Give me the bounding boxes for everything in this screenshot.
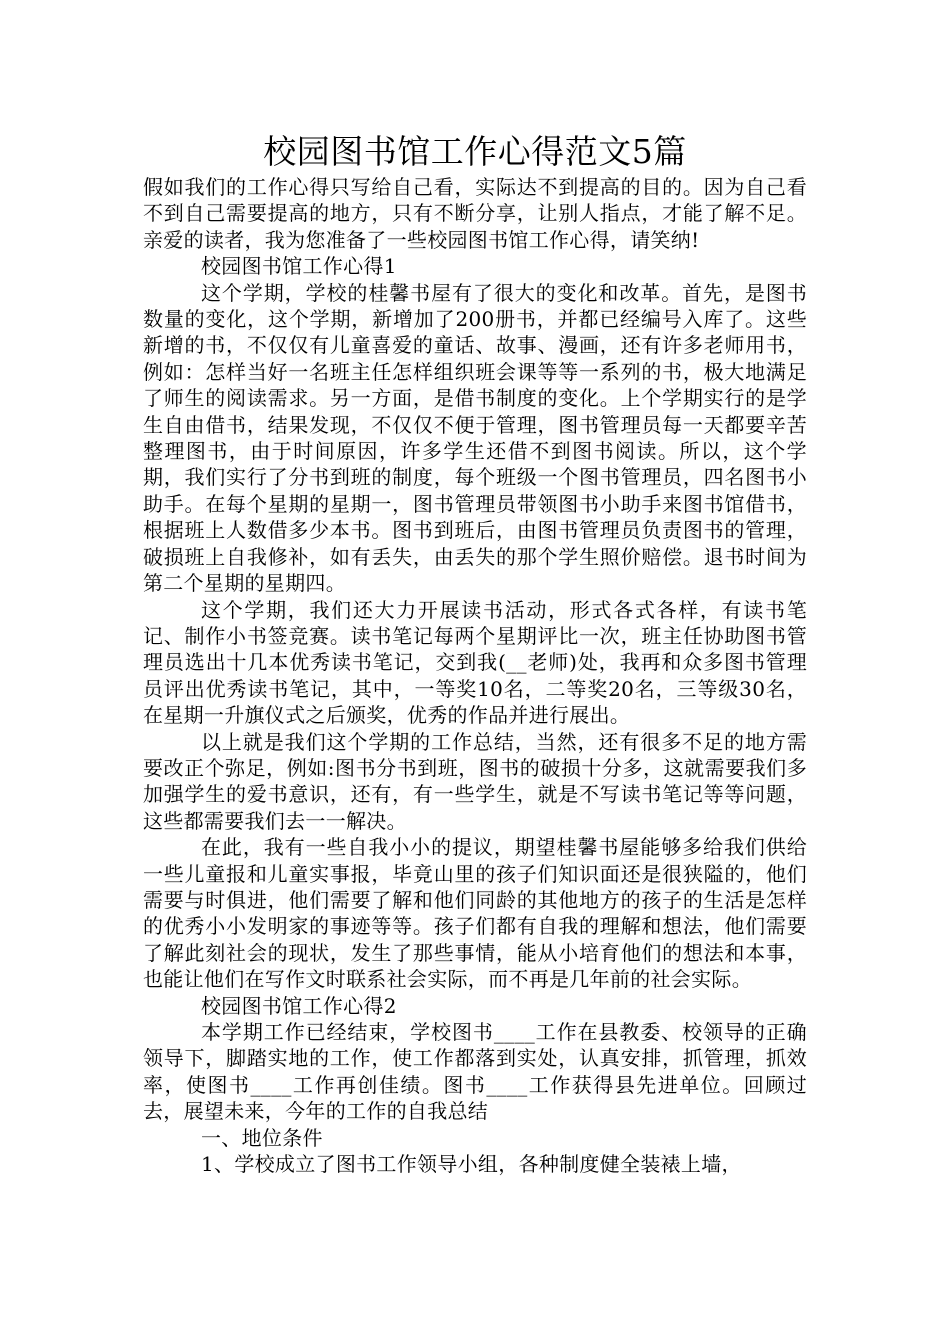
- section-heading-2: 校园图书馆工作心得2: [201, 993, 397, 1018]
- document-title: 校园图书馆工作心得范文5篇: [263, 132, 687, 171]
- section-2-paragraph-1: 本学期工作已经结束，学校图书____工作在县教委、校领导的正确领导下，脚踏实地的工作，使工作都落到实处，认真安排，抓管理，抓效率，使图书____工作再创佳绩。图书____工作获得县先进单位。回顾过去，展望未来，今年的工作的自我总结: [143, 1020, 807, 1124]
- section-heading-1: 校园图书馆工作心得1: [201, 254, 397, 279]
- section-1-paragraph-4: 在此，我有一些自我小小的提议，期望桂馨书屋能够多给我们供给一些儿童报和儿童实事报，毕竟山里的孩子们知识面还是很狭隘的，他们需要与时俱进，他们需要了解和他们同龄的其他地方的孩子的生活是怎样的优秀小小发明家的事迹等等。孩子们都有自我的理解和想法，他们需要了解此刻社会的现状，发生了那些事情，能从小培育他们的想法和本事，也能让他们在写作文时联系社会实际，而不再是几年前的社会实际。: [143, 835, 807, 992]
- section-1-paragraph-1: 这个学期，学校的桂馨书屋有了很大的变化和改革。首先，是图书数量的变化，这个学期，新增加了200册书，并都已经编号入库了。这些新增的书，不仅仅有儿童喜爱的童话、故事、漫画，还有许多老师用书，例如：怎样当好一名班主任怎样组织班会课等等一系列的书，极大地满足了师生的阅读需求。另一方面，是借书制度的变化。上个学期实行的是学生自由借书，结果发现，不仅仅不便于管理，图书管理员每一天都要辛苦整理图书，由于时间原因，许多学生还借不到图书阅读。所以，这个学期，我们实行了分书到班的制度，每个班级一个图书管理员，四名图书小助手。在每个星期的星期一，图书管理员带领图书小助手来图书馆借书，根据班上人数借多少本书。图书到班后，由图书管理员负责图书的管理，破损班上自我修补，如有丢失，由丢失的那个学生照价赔偿。退书时间为第二个星期的星期四。: [143, 280, 807, 596]
- section-1-paragraph-3: 以上就是我们这个学期的工作总结，当然，还有很多不足的地方需要改正个弥足，例如:图书分书到班，图书的破损十分多，这就需要我们多加强学生的爱书意识，还有，有一些学生，就是不写读书笔记等等问题，这些都需要我们去一一解决。: [143, 729, 807, 833]
- section-1-paragraph-2: 这个学期，我们还大力开展读书活动，形式各式各样，有读书笔记、制作小书签竞赛。读书笔记每两个星期评比一次，班主任协助图书管理员选出十几本优秀读书笔记，交到我(__老师)处，我再和众多图书管理员评出优秀读书笔记，其中，一等奖10名，二等奖20名，三等级30名，在星期一升旗仪式之后颁奖，优秀的作品并进行展出。: [143, 597, 807, 728]
- document-page: [143, 130, 807, 1177]
- intro-paragraph: 假如我们的工作心得只写给自己看，实际达不到提高的目的。因为自己看不到自己需要提高的地方，只有不断分享，让别人指点，才能了解不足。亲爱的读者，我为您准备了一些校园图书馆工作心得，请笑纳!: [143, 175, 807, 252]
- section-2-item-1: 1、学校成立了图书工作领导小组，各种制度健全装裱上墙，: [201, 1152, 742, 1177]
- section-2-subheading: 一、地位条件: [201, 1125, 323, 1150]
